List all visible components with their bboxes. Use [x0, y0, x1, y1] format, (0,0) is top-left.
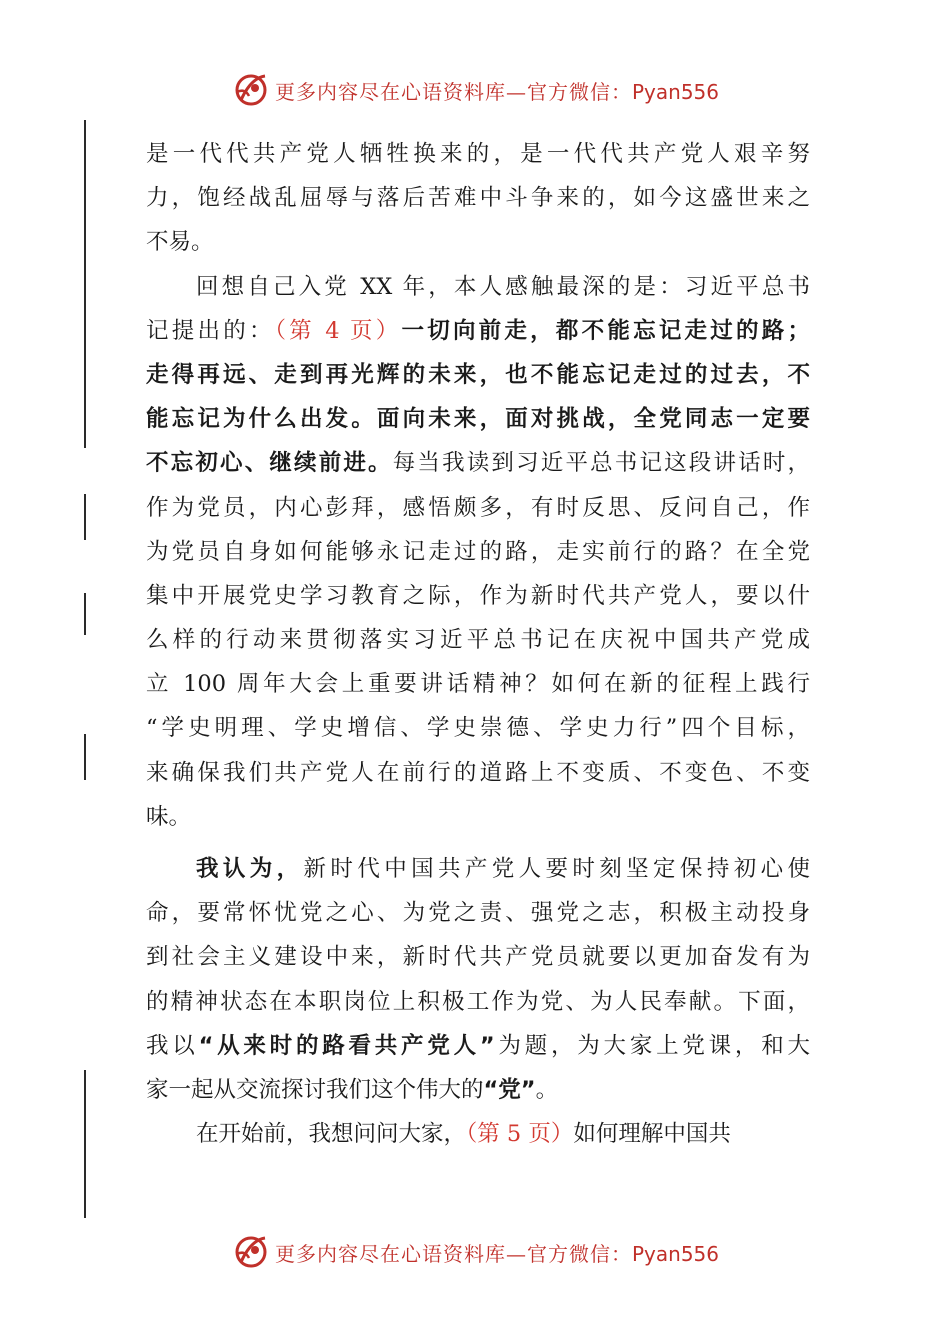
text-line: 为党员自身如何能够永记走过的路，走实前行的路？在全党	[146, 538, 810, 565]
text-line: 立 100 周年大会上重要讲话精神？如何在新的征程上践行	[146, 671, 810, 698]
brand-logo-icon	[231, 70, 271, 110]
text-line: 味。	[146, 803, 192, 830]
text-line: 家一起从交流探讨我们这个伟大的“党”。	[146, 1076, 559, 1103]
text-line: “学史明理、学史增信、学史崇德、学史力行”四个目标，	[146, 715, 810, 742]
text-line: 不易。	[146, 229, 214, 256]
text-line: 回想自己入党 XX 年，本人感触最深的是：习近平总书	[196, 273, 810, 300]
brand-logo-icon	[231, 1232, 271, 1272]
footer-text: 更多内容尽在心语资料库—官方微信：Pyan556	[274, 1241, 719, 1266]
text-line: 我认为，新时代中国共产党人要时刻坚定保持初心使	[196, 856, 810, 882]
text-line: 走得再远、走到再光辉的未来，也不能忘记走过的过去，不	[146, 361, 810, 388]
header-text: 更多内容尽在心语资料库—官方微信：Pyan556	[274, 79, 719, 104]
margin-bar	[84, 734, 86, 780]
text-line: 在开始前，我想问问大家，（第 5 页）如何理解中国共	[196, 1121, 731, 1148]
margin-bar	[84, 120, 86, 448]
text-line: 力，饱经战乱屈辱与落后苦难中斗争来的，如今这盛世来之	[146, 185, 810, 212]
margin-bar	[84, 593, 86, 635]
footer-banner	[0, 1232, 950, 1272]
document-body	[146, 132, 810, 1156]
text-line: 集中开展党史学习教育之际，作为新时代共产党人，要以什	[146, 582, 810, 609]
margin-bar	[84, 494, 86, 540]
page-reference: （第 4 页）	[274, 317, 402, 344]
page-reference: （第 5 页）	[466, 1121, 574, 1148]
text-line: 是一代代共产党人牺牲换来的，是一代代共产党人艰辛努	[146, 141, 810, 167]
margin-bar	[84, 1070, 86, 1218]
footer-wechat-id: Pyan556	[631, 1241, 719, 1266]
text-line: 到社会主义建设中来，新时代共产党员就要以更加奋发有为	[146, 944, 810, 971]
text-line: 不忘初心、继续前进。每当我读到习近平总书记这段讲话时，	[146, 450, 810, 477]
header-banner	[0, 70, 950, 110]
header-wechat-id: Pyan556	[631, 79, 719, 104]
text-line: 的精神状态在本职岗位上积极工作为党、为人民奉献。下面，	[146, 988, 810, 1015]
text-line: 能忘记为什么出发。面向未来，面对挑战，全党同志一定要	[146, 406, 810, 433]
text-line: 记提出的：（第 4 页）一切向前走，都不能忘记走过的路；	[146, 317, 810, 344]
text-line: 我以“从来时的路看共产党人”为题，为大家上党课，和大	[146, 1032, 810, 1059]
text-line: 来确保我们共产党人在前行的道路上不变质、不变色、不变	[146, 759, 810, 786]
text-line: 命，要常怀忧党之心、为党之责、强党之志，积极主动投身	[146, 900, 810, 927]
text-line: 作为党员，内心彭拜，感悟颇多，有时反思、反问自己，作	[146, 494, 810, 521]
text-line: 么样的行动来贯彻落实习近平总书记在庆祝中国共产党成	[146, 627, 810, 654]
